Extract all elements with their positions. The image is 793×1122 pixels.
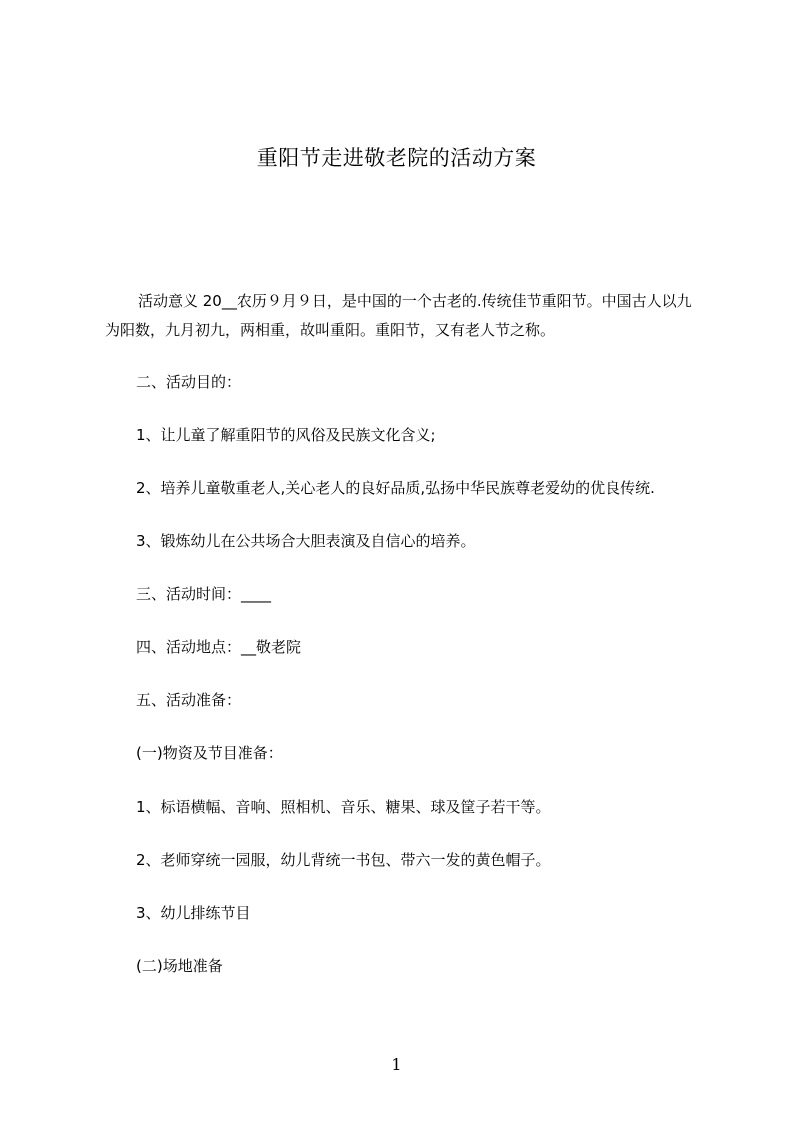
prep-item-3: 3、幼儿排练节目 bbox=[136, 904, 251, 922]
prep-item-1: 1、标语横幅、音响、照相机、音乐、糖果、球及筐子若干等。 bbox=[136, 798, 551, 816]
prep-item-2: 2、老师穿统一园服，幼儿背统一书包、带六一发的黄色帽子。 bbox=[136, 851, 551, 869]
section-4-location: 四、活动地点：__敬老院 bbox=[136, 638, 302, 656]
objective-2: 2、培养儿童敬重老人,关心老人的良好品质,弘扬中华民族尊老爱幼的优良传统. bbox=[136, 479, 655, 497]
objective-3: 3、锻炼幼儿在公共场合大胆表演及自信心的培养。 bbox=[136, 532, 476, 550]
subsection-2-heading: (二)场地准备 bbox=[136, 957, 223, 975]
document-title: 重阳节走进敬老院的活动方案 bbox=[256, 146, 537, 170]
intro-paragraph: 活动意义 20__农历９月９日，是中国的一个古老的.传统佳节重阳节。中国古人以九为阳数，九月初九，两相重，故叫重阳。重阳节，又有老人节之称。 bbox=[105, 292, 692, 339]
section-2-heading: 二、活动目的： bbox=[136, 373, 242, 391]
section-3-time: 三、活动时间：____ bbox=[136, 585, 272, 603]
objective-1: 1、让儿童了解重阳节的风俗及民族文化含义; bbox=[136, 426, 436, 444]
section-5-heading: 五、活动准备： bbox=[136, 691, 242, 709]
page-number: 1 bbox=[391, 1055, 402, 1074]
subsection-1-heading: (一)物资及节目准备： bbox=[136, 744, 283, 762]
